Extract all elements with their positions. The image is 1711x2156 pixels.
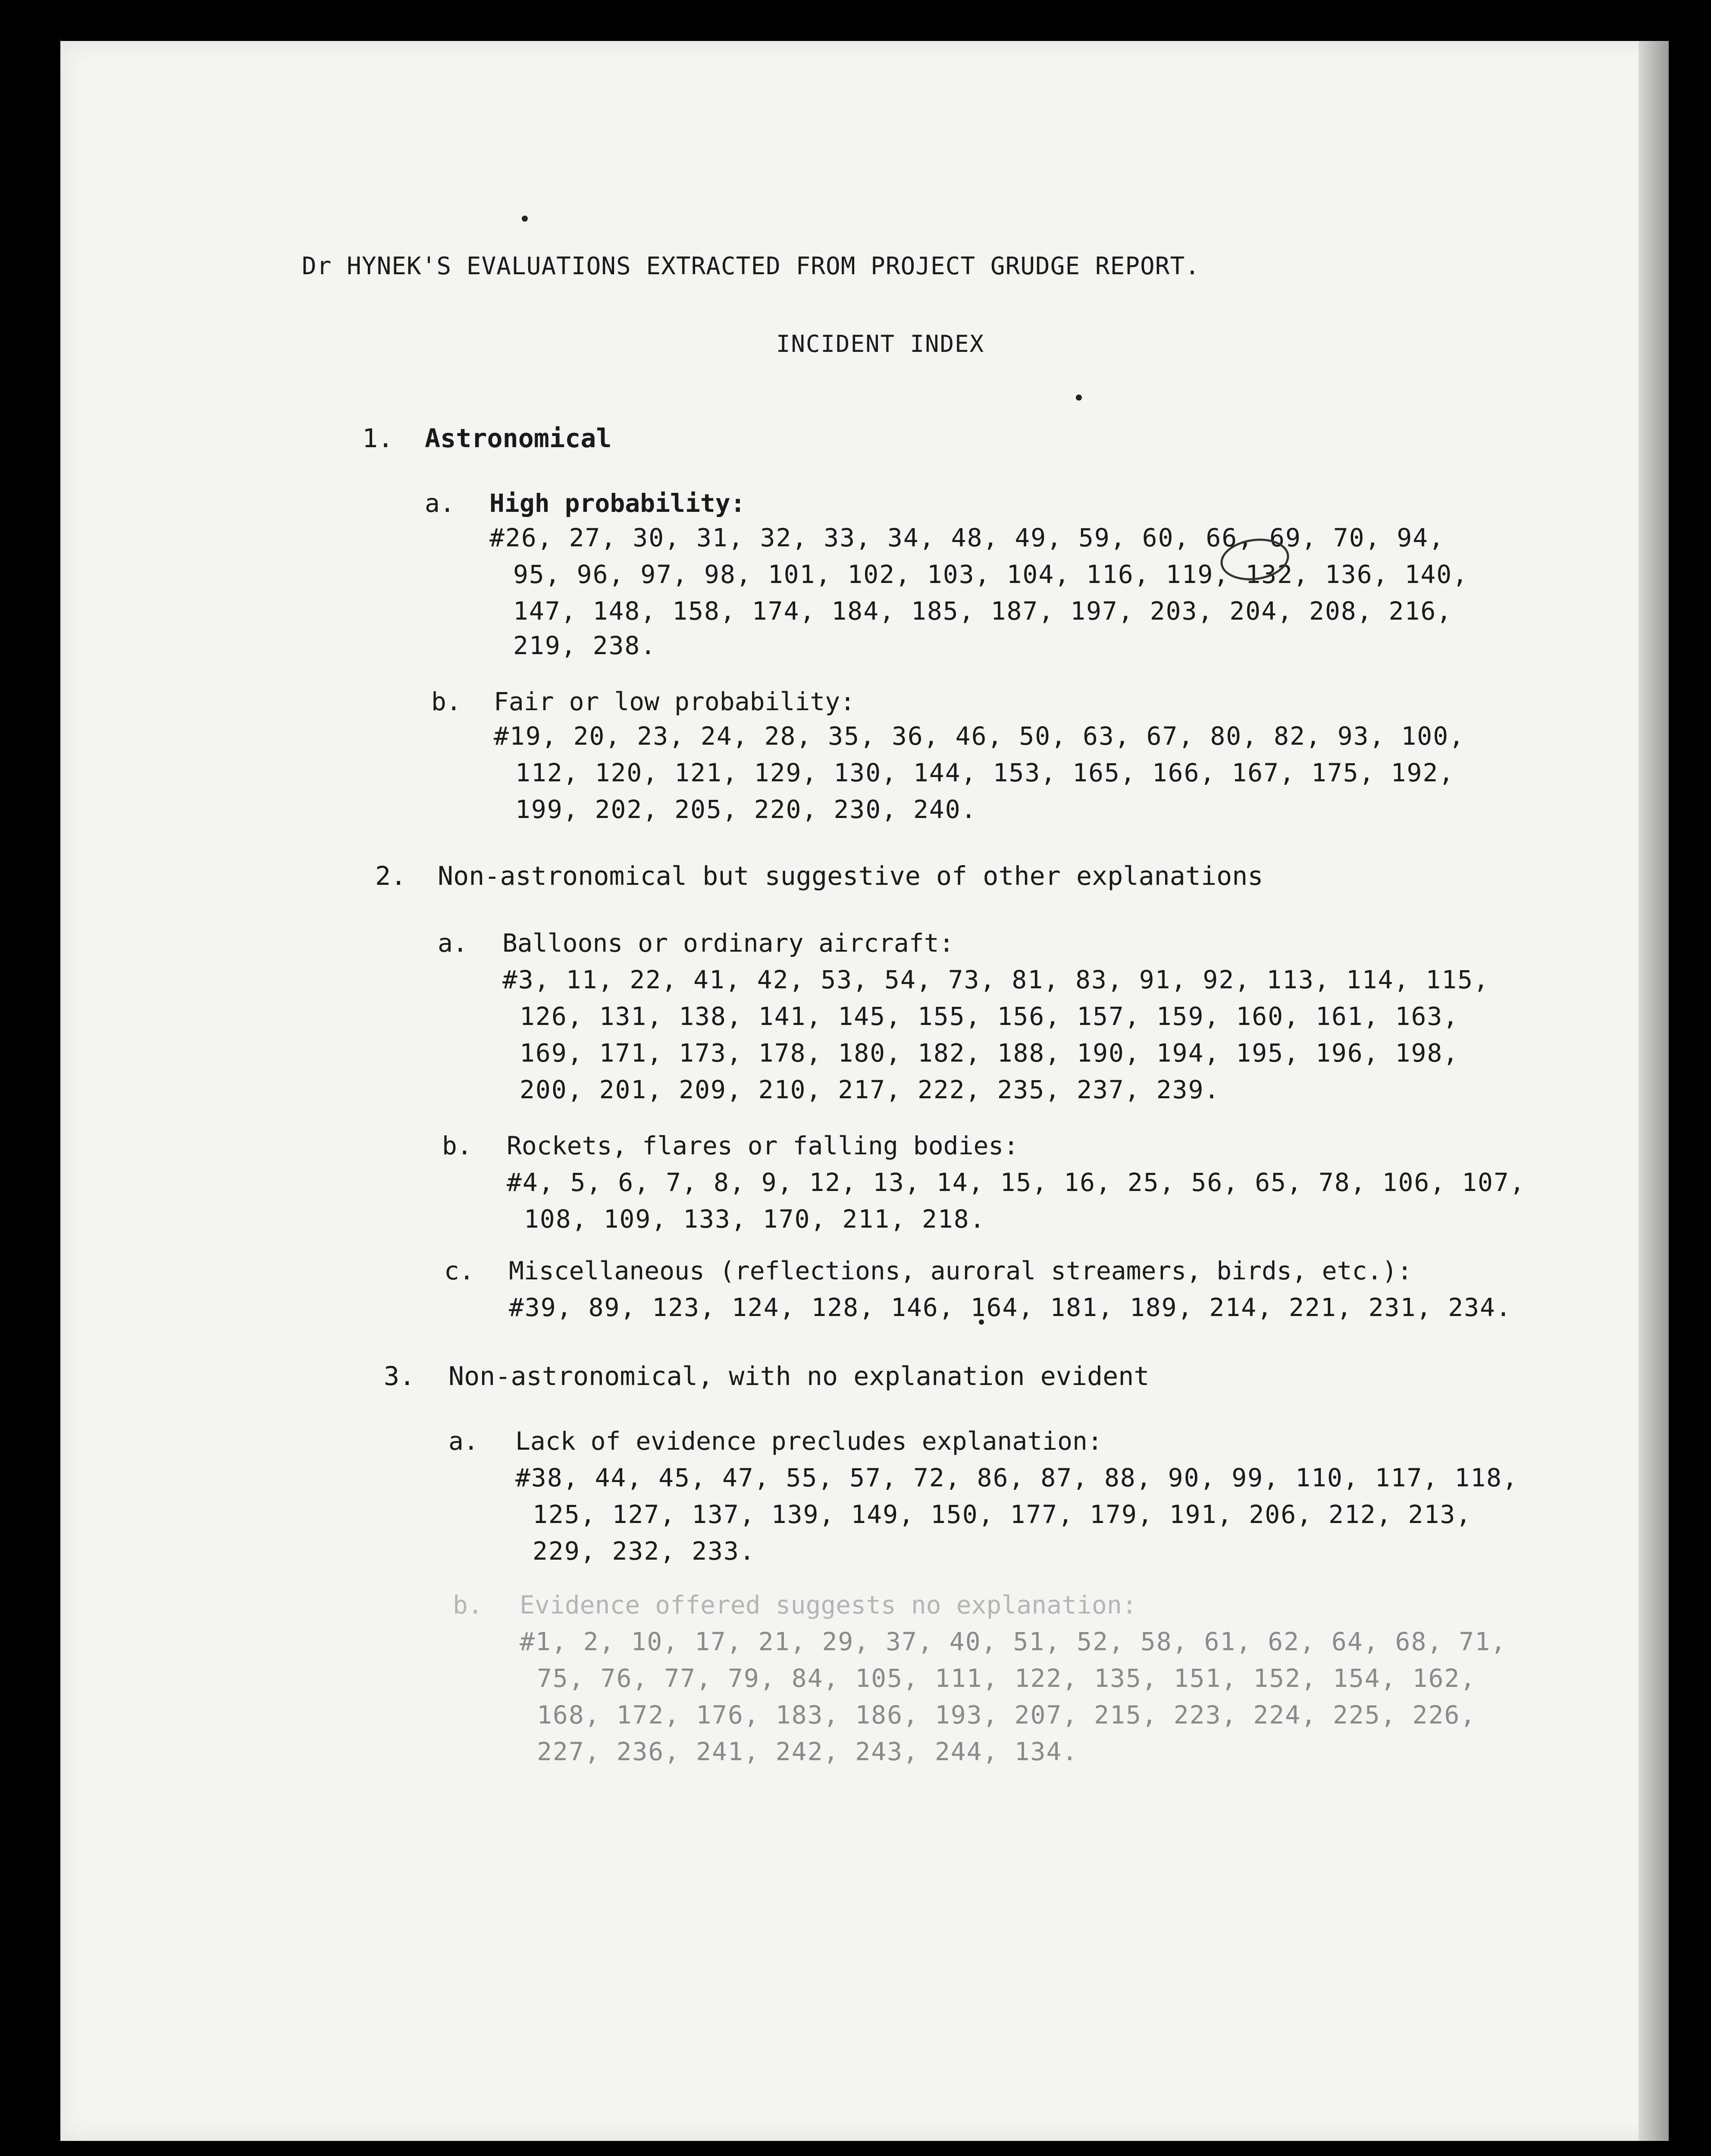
section-1b-label: b. [431,687,461,716]
section-3a-label: a. [448,1426,479,1456]
section-2b-label: b. [442,1131,472,1160]
list-line: 147, 148, 158, 174, 184, 185, 187, 197, 203, 204, 208, 216, [513,596,1453,626]
section-1a-label: a. [425,489,455,518]
list-line: #19, 20, 23, 24, 28, 35, 36, 46, 50, 63, 67, 80, 82, 93, 100, [494,721,1465,751]
list-line: 125, 127, 137, 139, 149, 150, 177, 179, 191, 206, 212, 213, [533,1500,1472,1529]
list-line: #1, 2, 10, 17, 21, 29, 37, 40, 51, 52, 58, 61, 62, 64, 68, 71, [520,1627,1507,1656]
ink-speck [1076,395,1082,401]
section-3b-label: b. [453,1590,483,1620]
section-3-heading: Non-astronomical, with no explanation evident [448,1361,1150,1391]
document-title: Dr HYNEK'S EVALUATIONS EXTRACTED FROM PROJECT GRUDGE REPORT. [302,252,1200,280]
list-line: 219, 238. [513,631,657,660]
list-line: 200, 201, 209, 210, 217, 222, 235, 237, 239. [520,1075,1220,1104]
list-line: 95, 96, 97, 98, 101, 102, 103, 104, 116, 119, 132, 136, 140, [513,560,1469,589]
section-1b-title: Fair or low probability: [494,687,856,716]
list-line: 229, 232, 233. [533,1536,755,1566]
ink-speck [522,216,528,222]
list-line: 126, 131, 138, 141, 145, 155, 156, 157, 159, 160, 161, 163, [520,1002,1459,1031]
list-line: #39, 89, 123, 124, 128, 146, 164, 181, 189, 214, 221, 231, 234. [509,1293,1512,1322]
section-2-number: 2. [375,861,407,891]
section-2a-label: a. [438,928,468,958]
list-line: 227, 236, 241, 242, 243, 244, 134. [537,1737,1078,1766]
section-3a-title: Lack of evidence precludes explanation: [515,1426,1103,1456]
list-line: 168, 172, 176, 183, 186, 193, 207, 215, 223, 224, 225, 226, [537,1700,1476,1730]
section-2c-title: Miscellaneous (reflections, auroral streamers, birds, etc.): [509,1256,1413,1285]
list-line: 108, 109, 133, 170, 211, 218. [524,1204,986,1234]
section-2b-title: Rockets, flares or falling bodies: [507,1131,1019,1160]
section-1a-title: High probability: [489,489,746,518]
list-line: 75, 76, 77, 79, 84, 105, 111, 122, 135, 151, 152, 154, 162, [537,1664,1476,1693]
list-line: #38, 44, 45, 47, 55, 57, 72, 86, 87, 88, 90, 99, 110, 117, 118, [515,1463,1518,1492]
list-line: 112, 120, 121, 129, 130, 144, 153, 165, 166, 167, 175, 192, [515,758,1455,787]
list-line: #26, 27, 30, 31, 32, 33, 34, 48, 49, 59, 60, 66, 69, 70, 94, [489,523,1445,552]
document-subtitle: INCIDENT INDEX [776,330,985,357]
list-line: #4, 5, 6, 7, 8, 9, 12, 13, 14, 15, 16, 25, 56, 65, 78, 106, 107, [507,1168,1526,1197]
section-2a-title: Balloons or ordinary aircraft: [502,928,954,958]
list-line: 199, 202, 205, 220, 230, 240. [515,795,977,824]
list-line: #3, 11, 22, 41, 42, 53, 54, 73, 81, 83, 91, 92, 113, 114, 115, [502,965,1489,994]
section-1-number: 1. [362,423,394,454]
section-3-number: 3. [384,1361,415,1391]
section-2c-label: c. [444,1256,474,1285]
section-3b-title: Evidence offered suggests no explanation: [520,1590,1137,1620]
list-line: 169, 171, 173, 178, 180, 182, 188, 190, 194, 195, 196, 198, [520,1038,1459,1068]
section-1-heading: Astronomical [425,423,612,454]
section-2-heading: Non-astronomical but suggestive of other explanations [438,861,1263,891]
page-edge [1639,41,1669,2141]
